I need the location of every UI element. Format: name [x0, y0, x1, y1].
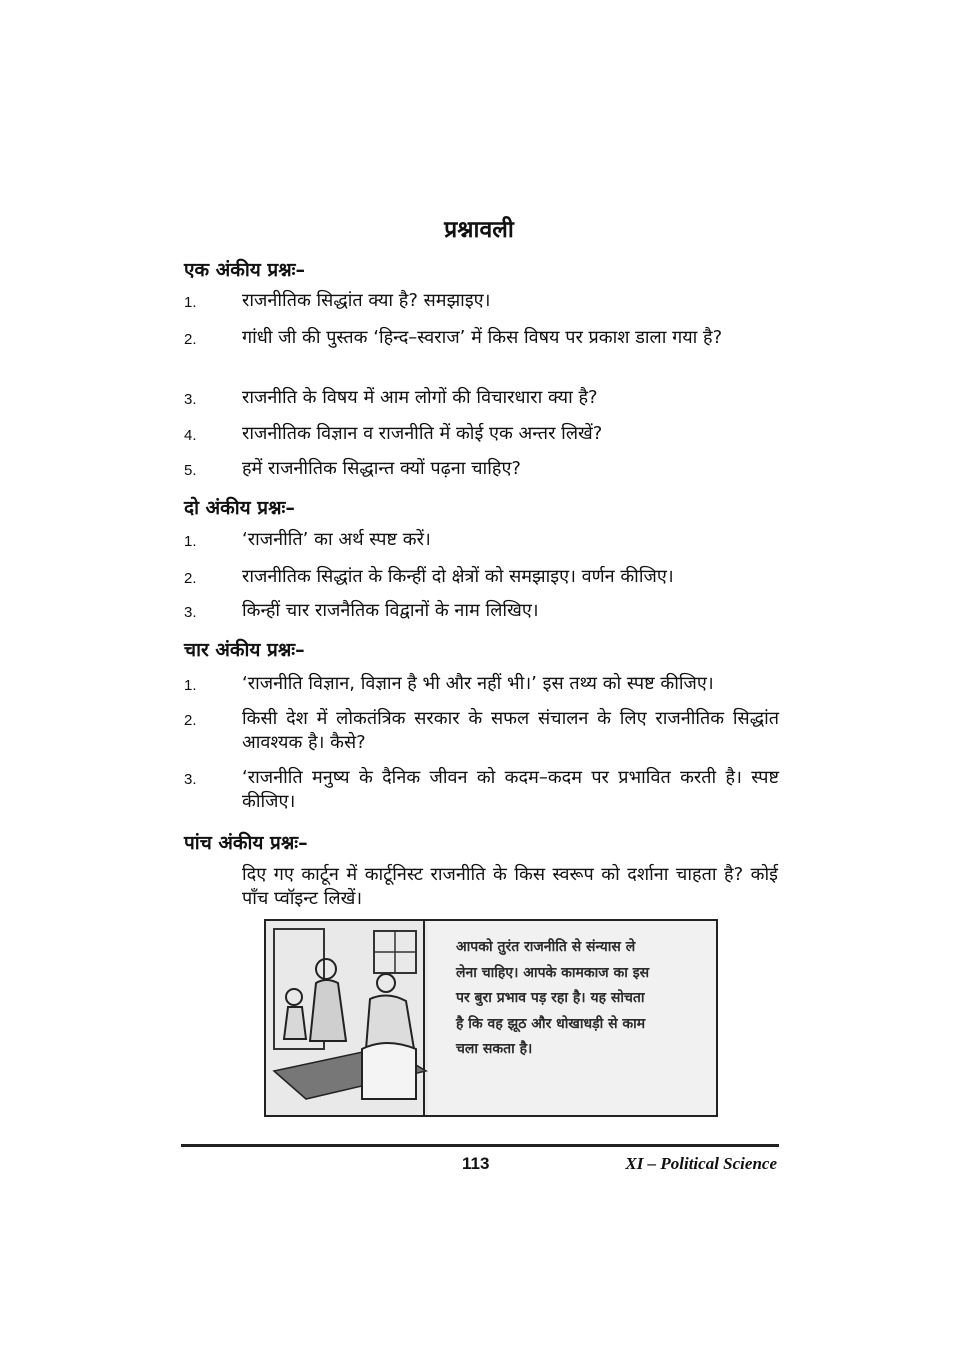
question-paragraph: दिए गए कार्टून में कार्टूनिस्ट राजनीति के किस स्वरूप को दर्शाना चाहता है? कोई पाँच प्वॉइन्ट लिखें।: [242, 864, 778, 909]
question-item: [184, 386, 779, 410]
caption-line: चला सकता है।: [456, 1041, 533, 1057]
section-heading-two-mark: दो अंकीय प्रश्नः–: [184, 497, 295, 519]
question-number: 2.: [184, 331, 197, 348]
question-item: [184, 326, 779, 350]
question-number: 2.: [184, 712, 197, 729]
caption-line: पर बुरा प्रभाव पड़ रहा है। यह सोचता: [456, 990, 645, 1006]
question-text: राजनीतिक विज्ञान व राजनीति में कोई एक अन्तर लिखें?: [242, 423, 603, 444]
question-text: राजनीतिक सिद्धांत क्या है? समझाइए।: [242, 290, 491, 311]
question-item: [184, 766, 779, 814]
question-text: किसी देश में लोकतंत्रिक सरकार के सफल संचालन के लिए राजनीतिक सिद्धांत आवश्यक है। कैसे?: [242, 708, 779, 753]
section-heading-one-mark: एक अंकीय प्रश्नः–: [184, 259, 305, 281]
question-item: [184, 599, 779, 623]
question-number: 1.: [184, 294, 197, 311]
cartoon-figure: [264, 919, 718, 1117]
question-item: [184, 457, 779, 481]
question-number: 3.: [184, 391, 197, 408]
question-text: गांधी जी की पुस्तक ‘हिन्द–स्वराज’ में किस विषय पर प्रकाश डाला गया है?: [242, 327, 723, 348]
question-number: 4.: [184, 427, 197, 444]
caption-line: आपको तुरंत राजनीति से संन्यास ले: [456, 939, 636, 955]
cartoon-caption: [456, 935, 706, 1063]
caption-line: है कि वह झूठ और धोखाधड़ी से काम: [456, 1015, 646, 1032]
question-text: राजनीतिक सिद्धांत के किन्हीं दो क्षेत्रों को समझाइए। वर्णन कीजिए।: [242, 566, 674, 587]
page-number: 113: [462, 1154, 490, 1173]
question-text: ‘राजनीति’ का अर्थ स्पष्ट करें।: [242, 529, 431, 550]
question-number: 2.: [184, 570, 197, 587]
question-number: 1.: [184, 677, 197, 694]
caption-line: लेना चाहिए। आपके कामकाज का इस: [456, 964, 650, 981]
footer-divider: [181, 1144, 779, 1147]
question-text: ‘राजनीति मनुष्य के दैनिक जीवन को कदम–कदम पर प्रभावित करती है। स्पष्ट कीजिए।: [242, 767, 779, 812]
section-heading-four-mark: चार अंकीय प्रश्नः–: [184, 639, 305, 661]
book-title-footer: XI – Political Science: [625, 1154, 777, 1173]
question-text: राजनीति के विषय में आम लोगों की विचारधारा क्या है?: [242, 387, 598, 408]
question-item: [184, 565, 779, 589]
question-item: [184, 528, 779, 552]
question-number: 1.: [184, 533, 197, 550]
question-text: हमें राजनीतिक सिद्धान्त क्यों पढ़ना चाहिए?: [242, 458, 521, 479]
question-number: 3.: [184, 771, 197, 788]
cartoon-illustration: [266, 921, 428, 1115]
page-title: प्रश्नावली: [444, 217, 514, 243]
question-item: [184, 289, 779, 313]
question-number: 3.: [184, 604, 197, 621]
section-heading-five-mark: पांच अंकीय प्रश्नः–: [184, 832, 308, 854]
question-item: [184, 707, 779, 755]
question-item: [184, 672, 779, 696]
question-text: किन्हीं चार राजनैतिक विद्वानों के नाम लिखिए।: [242, 600, 539, 621]
question-text: ‘राजनीति विज्ञान, विज्ञान है भी और नहीं भी।’ इस तथ्य को स्पष्ट कीजिए।: [242, 673, 714, 694]
question-item: [184, 422, 779, 446]
question-number: 5.: [184, 462, 197, 479]
